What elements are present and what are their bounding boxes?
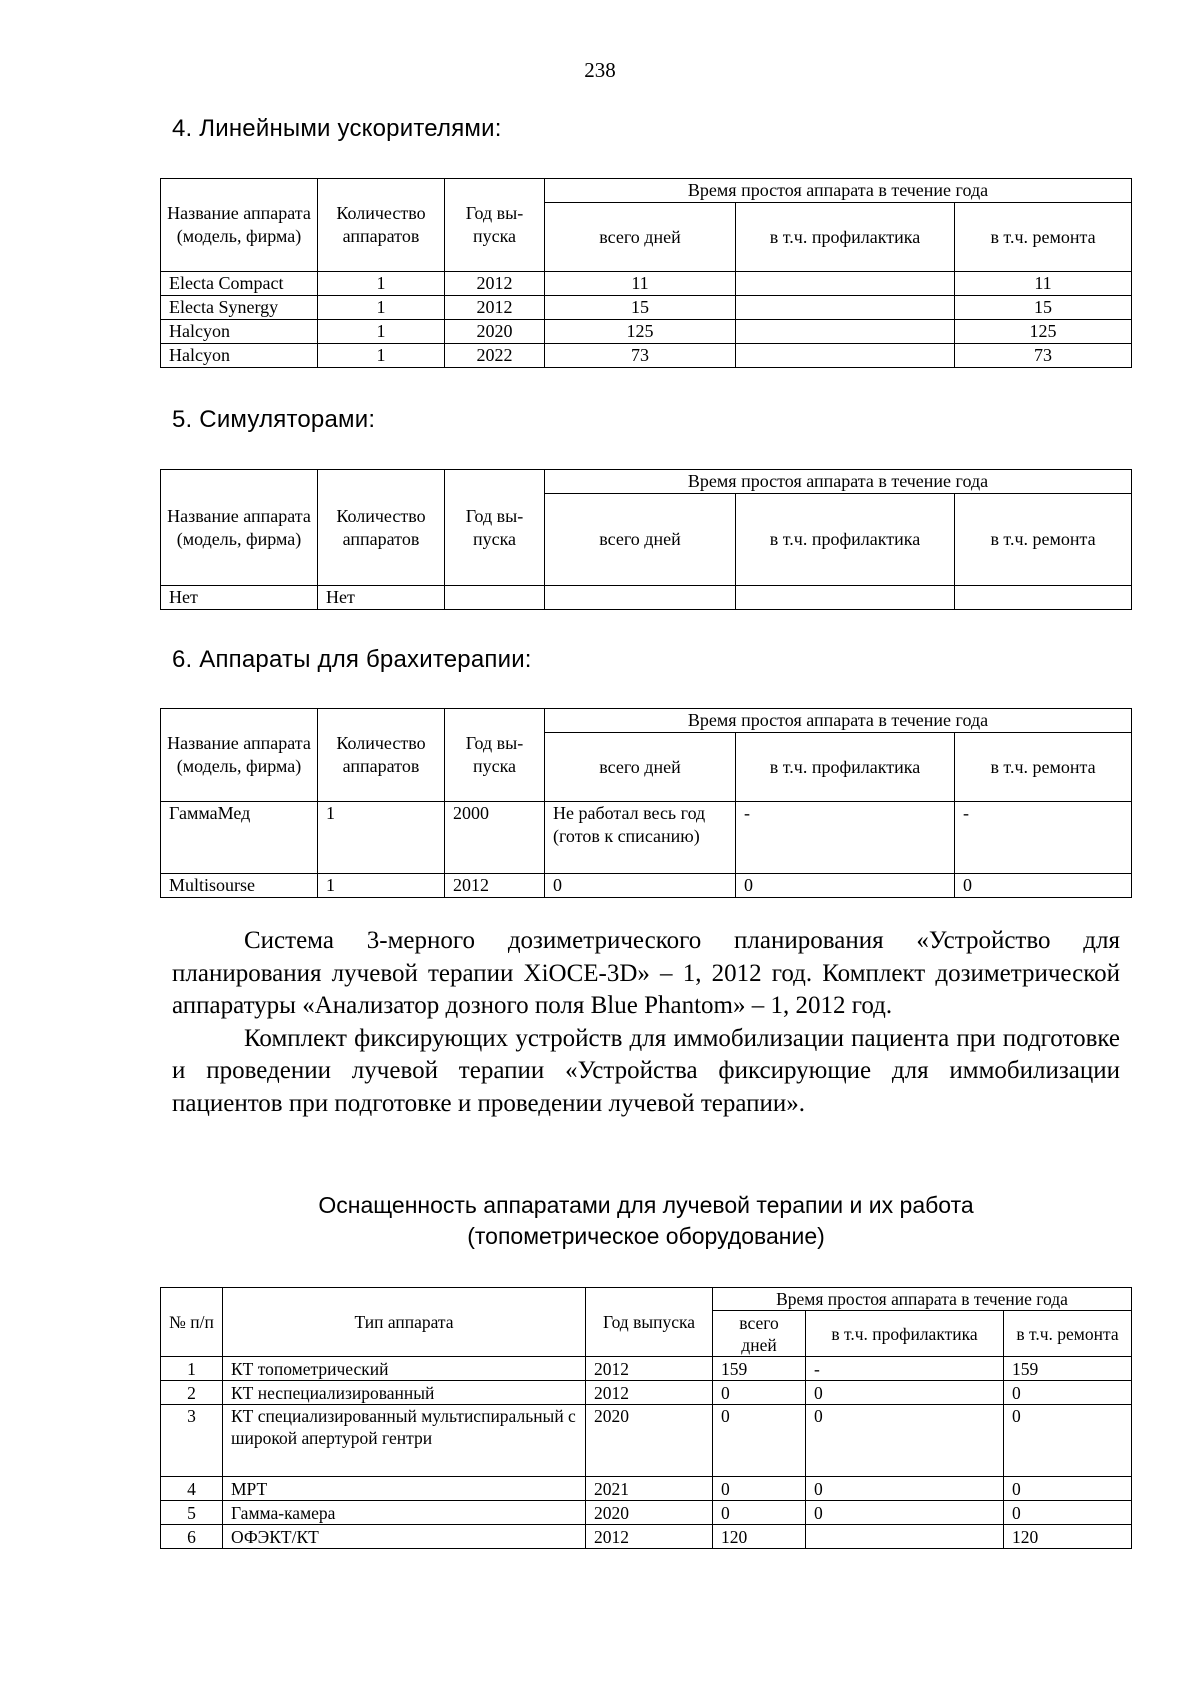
header-name: Название аппарата (модель, фирма) xyxy=(161,470,318,586)
cell-maintenance xyxy=(736,586,955,610)
cell-repair: 15 xyxy=(955,296,1132,320)
cell-type: КТ специализированный мультиспиральный с широкой апертурой гентри xyxy=(223,1405,586,1477)
cell-repair: 0 xyxy=(955,874,1132,898)
cell-name: Electa Compact xyxy=(161,272,318,296)
table-row xyxy=(161,272,1132,296)
equipment-title xyxy=(0,1190,1200,1252)
header-total-days: всего дней xyxy=(545,733,736,802)
body-text xyxy=(172,925,1120,1120)
cell-maintenance xyxy=(736,296,955,320)
table-row xyxy=(161,296,1132,320)
cell-total-days: 73 xyxy=(545,344,736,368)
cell-repair xyxy=(955,586,1132,610)
linear-accelerators-table xyxy=(160,178,1132,368)
table-header-row xyxy=(161,179,1132,203)
cell-repair: 0 xyxy=(1004,1501,1132,1525)
cell-repair: 159 xyxy=(1004,1357,1132,1381)
header-year: Год вы-пуска xyxy=(445,709,545,802)
cell-year: 2020 xyxy=(445,320,545,344)
cell-repair: 0 xyxy=(1004,1405,1132,1477)
cell-name: Halcyon xyxy=(161,344,318,368)
cell-num: 5 xyxy=(161,1501,223,1525)
cell-num: 2 xyxy=(161,1381,223,1405)
cell-maintenance: 0 xyxy=(806,1477,1004,1501)
table-row xyxy=(161,344,1132,368)
cell-total-days: 120 xyxy=(713,1525,806,1549)
header-year: Год вы-пуска xyxy=(445,470,545,586)
cell-name: Нет xyxy=(161,586,318,610)
cell-year: 2012 xyxy=(445,296,545,320)
cell-total-days: 0 xyxy=(713,1381,806,1405)
cell-type: КТ топометрический xyxy=(223,1357,586,1381)
cell-num: 3 xyxy=(161,1405,223,1477)
table-row xyxy=(161,1357,1132,1381)
cell-total-days: 0 xyxy=(713,1405,806,1477)
cell-repair: 125 xyxy=(955,320,1132,344)
cell-count: 1 xyxy=(318,272,445,296)
section-heading-brachytherapy: 6. Аппараты для брахитерапии: xyxy=(172,646,532,673)
cell-type: МРТ xyxy=(223,1477,586,1501)
cell-name: Halcyon xyxy=(161,320,318,344)
header-count: Количество аппаратов xyxy=(318,179,445,272)
header-downtime: Время простоя аппарата в течение года xyxy=(545,470,1132,494)
header-maintenance: в т.ч. профилактика xyxy=(736,203,955,272)
section-heading-linear-accelerators: 4. Линейными ускорителями: xyxy=(172,115,502,142)
cell-total-days xyxy=(545,586,736,610)
cell-year: 2012 xyxy=(445,874,545,898)
header-num: № п/п xyxy=(161,1288,223,1357)
header-repair: в т.ч. ремонта xyxy=(955,203,1132,272)
table-header-row xyxy=(161,470,1132,494)
cell-name: Multisourse xyxy=(161,874,318,898)
cell-year: 2012 xyxy=(586,1381,713,1405)
simulators-table xyxy=(160,469,1132,610)
cell-year: 2012 xyxy=(445,272,545,296)
header-name: Название аппарата (модель, фирма) xyxy=(161,179,318,272)
cell-maintenance: 0 xyxy=(806,1381,1004,1405)
table-row xyxy=(161,1477,1132,1501)
cell-count: 1 xyxy=(318,344,445,368)
header-year: Год выпуска xyxy=(586,1288,713,1357)
cell-count: 1 xyxy=(318,320,445,344)
header-maintenance: в т.ч. профилактика xyxy=(736,733,955,802)
cell-maintenance: 0 xyxy=(736,874,955,898)
cell-num: 1 xyxy=(161,1357,223,1381)
cell-name: Electa Synergy xyxy=(161,296,318,320)
cell-year: 2020 xyxy=(586,1501,713,1525)
cell-repair: 0 xyxy=(1004,1477,1132,1501)
table-row xyxy=(161,1381,1132,1405)
paragraph-planning-system: Система 3-мерного дозиметрического планирования «Устройство для планирования лучевой терапии XiOCE-3D» – 1, 2012 год. Комплект дозиметрической аппаратуры «Анализатор дозного поля Blue Phantom» – 1, 2012 год. xyxy=(172,927,1120,1019)
header-downtime: Время простоя аппарата в течение года xyxy=(545,179,1132,203)
table-row xyxy=(161,586,1132,610)
header-total-days: всего дней xyxy=(713,1311,806,1357)
paragraph-fixation-devices: Комплект фиксирующих устройств для иммобилизации пациента при подготовке и проведении лучевой терапии «Устройства фиксирующие для иммобилизации пациентов при подготовке и проведении лучевой терапии». xyxy=(172,1024,1120,1117)
topometric-equipment-table xyxy=(160,1287,1132,1549)
header-total-days: всего дней xyxy=(545,494,736,586)
header-repair: в т.ч. ремонта xyxy=(1004,1311,1132,1357)
cell-maintenance xyxy=(736,344,955,368)
header-count: Количество аппаратов xyxy=(318,709,445,802)
header-downtime: Время простоя аппарата в течение года xyxy=(713,1288,1132,1311)
table-header-row xyxy=(161,709,1132,733)
header-downtime: Время простоя аппарата в течение года xyxy=(545,709,1132,733)
cell-maintenance: - xyxy=(806,1357,1004,1381)
cell-repair: 0 xyxy=(1004,1381,1132,1405)
cell-total-days: 125 xyxy=(545,320,736,344)
cell-num: 6 xyxy=(161,1525,223,1549)
cell-year: 2020 xyxy=(586,1405,713,1477)
cell-total-days: 159 xyxy=(713,1357,806,1381)
header-type: Тип аппарата xyxy=(223,1288,586,1357)
table-row xyxy=(161,802,1132,874)
cell-count: 1 xyxy=(318,874,445,898)
table-row xyxy=(161,1501,1132,1525)
table-row xyxy=(161,874,1132,898)
cell-total-days: 0 xyxy=(713,1477,806,1501)
header-count: Количество аппаратов xyxy=(318,470,445,586)
cell-maintenance: 0 xyxy=(806,1405,1004,1477)
header-year: Год вы-пуска xyxy=(445,179,545,272)
cell-year: 2012 xyxy=(586,1357,713,1381)
table-row xyxy=(161,320,1132,344)
section-heading-simulators: 5. Симуляторами: xyxy=(172,406,376,433)
cell-total-days: 0 xyxy=(545,874,736,898)
cell-total-days: 11 xyxy=(545,272,736,296)
cell-repair: 120 xyxy=(1004,1525,1132,1549)
cell-maintenance: - xyxy=(736,802,955,874)
header-repair: в т.ч. ремонта xyxy=(955,733,1132,802)
cell-maintenance xyxy=(736,272,955,296)
cell-count: 1 xyxy=(318,296,445,320)
cell-repair: - xyxy=(955,802,1132,874)
cell-total-days: 15 xyxy=(545,296,736,320)
page-number: 238 xyxy=(584,58,616,82)
cell-type: КТ неспециализированный xyxy=(223,1381,586,1405)
cell-year xyxy=(445,586,545,610)
header-maintenance: в т.ч. профилактика xyxy=(806,1311,1004,1357)
cell-year: 2000 xyxy=(445,802,545,874)
cell-repair: 11 xyxy=(955,272,1132,296)
cell-type: ОФЭКТ/КТ xyxy=(223,1525,586,1549)
header-name: Название аппарата (модель, фирма) xyxy=(161,709,318,802)
header-maintenance: в т.ч. профилактика xyxy=(736,494,955,586)
cell-count: 1 xyxy=(318,802,445,874)
cell-maintenance xyxy=(806,1525,1004,1549)
cell-count: Нет xyxy=(318,586,445,610)
equipment-title-line1: Оснащенность аппаратами для лучевой терапии и их работа xyxy=(318,1192,974,1218)
table-row xyxy=(161,1405,1132,1477)
table-header-row xyxy=(161,1288,1132,1311)
table-row xyxy=(161,1525,1132,1549)
cell-year: 2022 xyxy=(445,344,545,368)
cell-total-days: 0 xyxy=(713,1501,806,1525)
cell-maintenance xyxy=(736,320,955,344)
cell-year: 2021 xyxy=(586,1477,713,1501)
cell-num: 4 xyxy=(161,1477,223,1501)
cell-maintenance: 0 xyxy=(806,1501,1004,1525)
cell-total-days: Не работал весь год (готов к списанию) xyxy=(545,802,736,874)
equipment-title-line2: (топометрическое оборудование) xyxy=(467,1223,825,1249)
brachytherapy-table xyxy=(160,708,1132,898)
cell-year: 2012 xyxy=(586,1525,713,1549)
cell-repair: 73 xyxy=(955,344,1132,368)
header-total-days: всего дней xyxy=(545,203,736,272)
cell-name: ГаммаМед xyxy=(161,802,318,874)
header-repair: в т.ч. ремонта xyxy=(955,494,1132,586)
cell-type: Гамма-камера xyxy=(223,1501,586,1525)
